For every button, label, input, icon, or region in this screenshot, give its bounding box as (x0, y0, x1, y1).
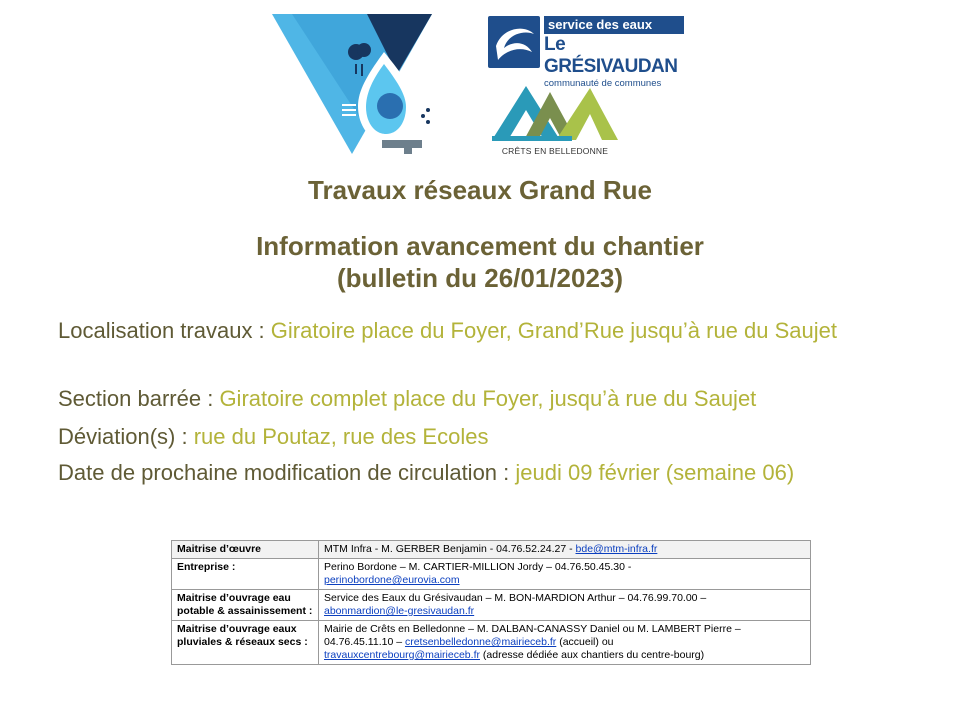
gresivaudan-service-label: service des eaux (544, 16, 684, 34)
email-link[interactable]: bde@mtm-infra.fr (575, 543, 658, 555)
role-cell: Maitrise d’œuvre (172, 541, 319, 559)
role-cell: Entreprise : (172, 559, 319, 590)
subtitle-line-2: (bulletin du 26/01/2023) (336, 263, 624, 293)
contact-text: Mairie de Crêts en Belledonne – M. DALBAN-CANASSY Daniel ou M. LAMBERT Pierre – 04.76.45.11.10 – (324, 623, 741, 648)
deviation-label: Déviation(s) : (58, 424, 194, 449)
water-drop-logo (272, 14, 434, 160)
subtitle-line-1: Information avancement du chantier (256, 231, 704, 261)
contact-cell (319, 541, 811, 559)
section-label: Section barrée : (58, 386, 220, 411)
next-date-label: Date de prochaine modification de circulation : (58, 460, 516, 485)
gresivaudan-subtitle: communauté de communes (544, 78, 662, 89)
localisation-label: Localisation travaux : (58, 318, 271, 343)
contacts-table (171, 540, 811, 665)
contact-text: Service des Eaux du Grésivaudan – M. BON-MARDION Arthur – 04.76.99.70.00 – (324, 592, 707, 604)
email-link-centre-bourg[interactable]: travauxcentrebourg@mairieceb.fr (324, 649, 480, 661)
role-cell: Maitrise d’ouvrage eau potable & assainissement : (172, 590, 319, 621)
table-row (172, 541, 811, 559)
gresivaudan-mark-icon (488, 16, 540, 68)
contact-cell (319, 621, 811, 665)
email-link[interactable]: abonmardion@le-gresivaudan.fr (324, 605, 475, 617)
next-date-value: jeudi 09 février (semaine 06) (515, 460, 795, 485)
contact-text: ou (598, 636, 614, 648)
page-subtitle (0, 230, 960, 294)
email-link[interactable]: perinobordone@eurovia.com (324, 574, 460, 586)
next-date-line (58, 460, 948, 486)
contact-cell (319, 559, 811, 590)
section-value: Giratoire complet place du Foyer, jusqu’à rue du Saujet (219, 386, 757, 411)
gresivaudan-name: Le GRÉSIVAUDAN (544, 34, 678, 77)
deviation-line (58, 424, 948, 450)
email-note: (adresse dédiée aux chantiers du centre-bourg) (479, 649, 705, 661)
contact-text: Perino Bordone – M. CARTIER-MILLION Jordy – 04.76.50.45.30 - (324, 561, 632, 573)
email-link[interactable]: cretsenbelledonne@mairieceb.fr (404, 636, 557, 648)
contact-text: MTM Infra - M. GERBER Benjamin - 04.76.52.24.27 - (324, 543, 576, 555)
table-row (172, 590, 811, 621)
localisation-value: Giratoire place du Foyer, Grand’Rue jusqu’à rue du Saujet (270, 318, 837, 343)
cretes-en-belledonne-logo (490, 78, 620, 160)
localisation-line (58, 318, 948, 344)
table-row (172, 559, 811, 590)
contact-cell (319, 590, 811, 621)
deviation-value: rue du Poutaz, rue des Ecoles (193, 424, 489, 449)
section-line (58, 386, 948, 412)
role-cell: Maitrise d’ouvrage eaux pluviales & réseaux secs : (172, 621, 319, 665)
gresivaudan-logo (488, 16, 684, 89)
table-row (172, 621, 811, 665)
cretes-logo-label: CRÊTS EN BELLEDONNE (501, 146, 609, 156)
page-title: Travaux réseaux Grand Rue (308, 175, 652, 205)
mountains-icon (490, 78, 620, 144)
email-note: (accueil) (556, 636, 599, 648)
